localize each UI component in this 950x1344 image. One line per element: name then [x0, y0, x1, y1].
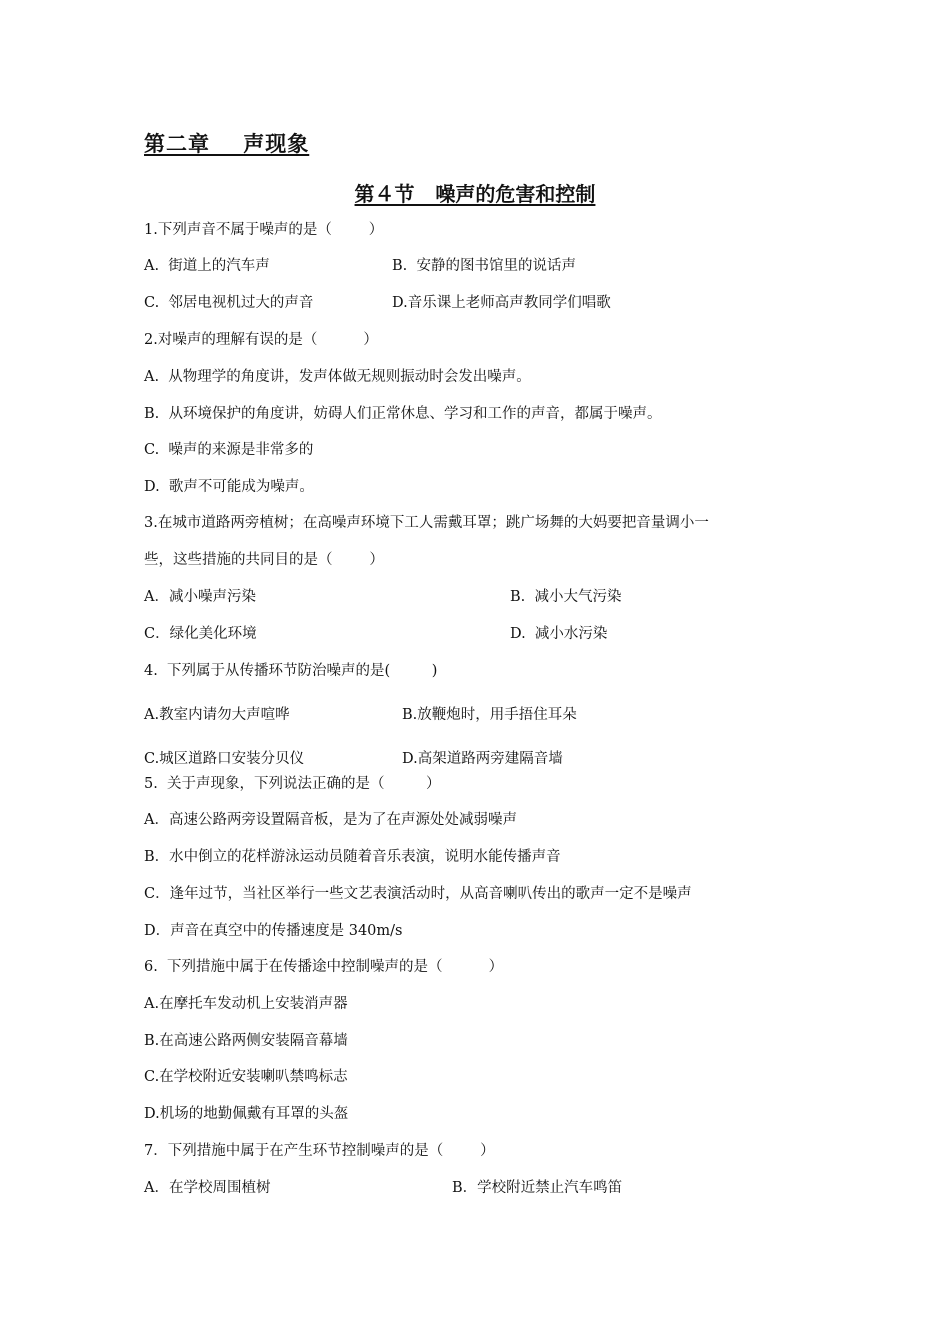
question-6-stem: 6. 下列措施中属于在传播途中控制噪声的是（ ） [144, 959, 504, 975]
question-4-option-b: B.放鞭炮时，用手捂住耳朵 [402, 707, 577, 723]
question-3-option-c: C．绿化美化环境 [144, 626, 257, 642]
question-5-option-b: B．水中倒立的花样游泳运动员随着音乐表演，说明水能传播声音 [144, 849, 561, 865]
section-title: 第４节 噪声的危害和控制 [354, 182, 596, 206]
question-3-option-a: A．减小噪声污染 [144, 589, 256, 605]
question-5-option-c: C．逢年过节，当社区举行一些文艺表演活动时，从高音喇叭传出的歌声一定不是噪声 [144, 886, 692, 902]
question-6-option-d: D.机场的地勤佩戴有耳罩的头盔 [144, 1106, 349, 1122]
question-3-option-b: B. 减小大气污染 [510, 589, 622, 605]
question-2-stem: 2.对噪声的理解有误的是（ ） [144, 332, 378, 348]
question-3-stem-line-2: 些，这些措施的共同目的是（ ） [144, 552, 384, 568]
question-5-stem: 5. 关于声现象，下列说法正确的是（ ） [144, 776, 441, 792]
question-2-option-b: B. 从环境保护的角度讲，妨碍人们正常休息、学习和工作的声音，都属于噪声。 [144, 406, 662, 422]
question-2-option-c: C. 噪声的来源是非常多的 [144, 442, 314, 458]
question-6-option-a: A.在摩托车发动机上安装消声器 [144, 996, 348, 1012]
question-3-option-d: D. 减小水污染 [510, 626, 608, 642]
question-2-option-a: A. 从物理学的角度讲，发声体做无规则振动时会发出噪声。 [144, 369, 531, 385]
question-7-stem: 7．下列措施中属于在产生环节控制噪声的是（ ） [144, 1143, 495, 1159]
question-6-option-c: C.在学校附近安装喇叭禁鸣标志 [144, 1069, 348, 1085]
question-1-option-b: B. 安静的图书馆里的说话声 [392, 258, 576, 274]
question-5-option-a: A．高速公路两旁设置隔音板，是为了在声源处处减弱噪声 [144, 812, 517, 828]
question-4-option-d: D.高架道路两旁建隔音墙 [402, 751, 563, 767]
question-7-option-b: B．学校附近禁止汽车鸣笛 [452, 1180, 623, 1196]
question-7-option-a: A．在学校周围植树 [144, 1180, 271, 1196]
question-3-stem-line-1: 3.在城市道路两旁植树；在高噪声环境下工人需戴耳罩；跳广场舞的大妈要把音量调小一 [144, 515, 709, 531]
question-1-option-d: D.音乐课上老师高声教同学们唱歌 [392, 295, 611, 311]
question-4-stem: 4. 下列属于从传播环节防治噪声的是( ) [144, 663, 438, 679]
question-1-stem: 1.下列声音不属于噪声的是（ ） [144, 222, 384, 238]
question-5-option-d: D．声音在真空中的传播速度是 340m/s [144, 923, 403, 939]
question-6-option-b: B.在高速公路两侧安装隔音幕墙 [144, 1033, 348, 1049]
chapter-title: 第二章 声现象 [144, 132, 310, 156]
question-4-option-c: C.城区道路口安装分贝仪 [144, 751, 305, 767]
question-4-option-a: A.教室内请勿大声喧哗 [144, 707, 290, 723]
question-1-option-c: C. 邻居电视机过大的声音 [144, 295, 314, 311]
question-1-option-a: A. 街道上的汽车声 [144, 258, 270, 274]
question-2-option-d: D. 歌声不可能成为噪声。 [144, 479, 314, 495]
